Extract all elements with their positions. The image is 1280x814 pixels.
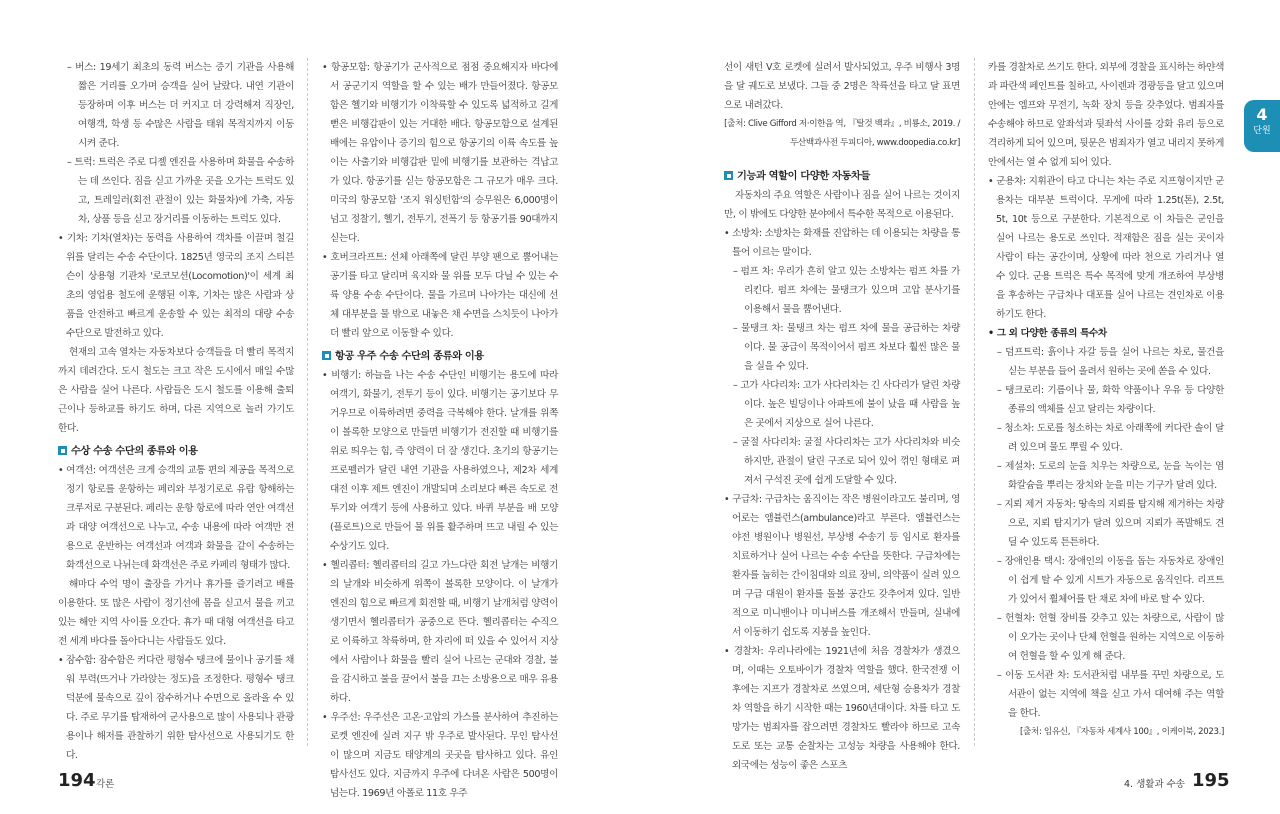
paragraph-bus: – 버스: 19세기 최초의 동력 버스는 증기 기관을 사용해 짧은 거리를 오가며 승객을 실어 날랐다. 내연 기관이 등장하며 이후 버스는 더 커지고 더 강력해져 직장인, 여행객, 학생 등 수많은 사람을 태워 목적지까지 이동시켜 준다. [67,62,294,149]
paragraph-police-car: • 경찰차: 우리나라에는 1921년에 처음 경찰차가 생겼으며, 이때는 오토바이가 경찰차 역할을 했다. 한국전쟁 이후에는 지프가 경찰차로 쓰였으며, 세단형 승용차가 경찰차 역할을 하기 시작한 때는 1960년대이다. 차를 타고 도망가는 범죄자를 잡으려면 경찰차도 빨라야 하므로 고속도로 또는 교통 순찰차는 고성능 차량을 사용해야 한다. 외국에는 성능이 좋은 스포츠 [724,646,960,771]
chapter-tab [1244,100,1280,152]
chapter-number: 4 [1256,105,1268,124]
heading-marker-icon [58,446,67,455]
chapter-label: 단원 [1253,126,1271,136]
column-divider [974,58,975,746]
source-citation-1: [출처: Clive Gifford 저·이한음 역, 『탈것 백과』, 비룡소, 2019. / 두산백과사전 두피디아, www.doopedia.co.kr] [724,119,960,148]
paragraph-apollo: 선이 새턴 V호 로켓에 실려서 발사되었고, 우주 비행사 3명을 달 궤도로 보냈다. 그들 중 2명은 착륙선을 타고 달 표면으로 내려갔다. [724,62,960,111]
section-heading-aerospace: 항공 우주 수송 수단의 종류와 이용 [322,347,558,366]
paragraph-spacecraft: • 우주선: 우주선은 고온·고압의 가스를 분사하여 추진하는 로켓 엔진에 실려 지구 밖 우주로 발사된다. 무인 탐사선이 많으며 지금도 태양계의 곳곳을 탐사하고 있다. 유인 탐사선도 있다. 지금까지 우주에 다녀온 사람은 500명이 넘는다. 1969년 아폴로 11호 우주 [322,712,558,799]
section-heading-vehicles: 기능과 역할이 다양한 자동차들 [724,167,960,186]
right-page-column-1 [724,58,960,775]
paragraph-blood-donation-bus: – 헌혈차: 헌혈 장비를 갖추고 있는 차량으로, 사람이 많이 오가는 곳이나 단체 헌혈을 원하는 지역으로 이동하여 헌혈을 할 수 있게 해 준다. [997,613,1224,662]
paragraph-police-car-2: 카를 경찰차로 쓰기도 한다. 외부에 경찰을 표시하는 하얀색과 파란색 페인트를 칠하고, 사이렌과 경광등을 달고 있으며 안에는 엠프와 무전기, 녹화 장치 등을 갖추었다. 범죄자를 수송해야 하므로 앞좌석과 뒷좌석 사이를 강화 유리 등으로 격리하게 되어 있으며, 뒷문은 범죄자가 열고 내리지 못하게 안에서는 열 수 없게 되어 있다. [988,62,1224,168]
paragraph-articulated-ladder: – 굴절 사다리차: 굴절 사다리차는 고가 사다리차와 비슷하지만, 관절이 달린 구조로 되어 있어 꺾인 형태로 펴져서 구석진 곳에 쉽게 도달할 수 있다. [733,437,960,486]
paragraph-train: • 기차: 기차(열차)는 동력을 사용하여 객차를 이끌며 철길 위를 달리는 수송 수단이다. 1825년 영국의 조지 스티븐슨이 상용형 기관차 '로코모션(Locomotion)'이 세계 최초의 영업용 철도에 운행된 이후, 기차는 많은 사람과 상품을 안전하고 빠르게 운송할 수 있는 최적의 대량 수송 수단으로 발전하고 있다. [58,233,294,339]
paragraph-mine-clearing: – 지뢰 제거 자동차: 땅속의 지뢰를 탐지해 제거하는 차량으로, 지뢰 탐지기가 달려 있으며 지뢰가 폭발해도 견딜 수 있도록 튼튼하다. [997,499,1224,548]
paragraph-train-2: 현재의 고속 열차는 자동차보다 승객들을 더 빨리 목적지까지 데려간다. 도시 철도는 크고 작은 도시에서 매일 수많은 사람을 실어 나른다. 사람들은 도시 철도를 이용해 출퇴근이나 등하교를 하기도 하며, 다른 지역으로 놀러 가기도 한다. [58,347,294,434]
source-citation-2: [출처: 임유신, 『자동차 세계사 100』, 이케이북, 2023.] [1020,727,1224,737]
paragraph-passenger-ship: • 여객선: 여객선은 크게 승객의 교통 편의 제공을 목적으로 정기 항로를 운항하는 페리와 부정기로로 유람 항해하는 크루저로 구분된다. 페리는 운항 항로에 따라 연안 여객선과 대양 여객선으로 나누고, 수송 내용에 따라 여객만 전용으로 운반하는 여객선과 여객과 화물을 같이 수송하는 화객선으로 나뉘는데 화객선은 주로 카페리 형태가 많다. [58,465,294,571]
paragraph-airplane: • 비행기: 하늘을 나는 수송 수단인 비행기는 용도에 따라 여객기, 화물기, 전투기 등이 있다. 비행기는 공기보다 무거우므로 이륙하려면 중력을 극복해야 한다. 날개를 위쪽이 볼록한 모양으로 만들면 비행기가 전진할 때 비행기를 위로 띄우는 힘, 즉 양력이 더 잘 생긴다. 초기의 항공기는 프로펠러가 달린 내연 기관을 사용하였으나, 제2차 세계대전 이후 제트 엔진이 개발되며 소리보다 빠른 속도로 전투기와 여객기 등에 사용하고 있다. 바퀴 부분을 배 모양(플로트)으로 만들어 물 위를 활주하며 뜨고 내릴 수 있는 수상기도 있다. [322,370,558,552]
paragraph-ambulance: • 구급차: 구급차는 움직이는 작은 병원이라고도 불리며, 영어로는 앰뷸런스(ambulance)라고 부른다. 앰뷸런스는 야전 병원이나 병원선, 부상병 수송기 등 임시로 환자를 치료하거나 실어 나르는 수송 수단을 뜻한다. 구급차에는 환자를 눕히는 간이침대와 의료 장비, 의약품이 실려 있으며 구급 대원이 환자를 돌볼 공간도 갖추어져 있다. 일반적으로 미니밴이나 미니버스를 개조해서 만들며, 실내에서 이동하기 쉽도록 지붕을 높인다. [724,494,960,638]
paragraph-mobile-library: – 이동 도서관 차: 도서관처럼 내부를 꾸민 차량으로, 도서관이 없는 지역에 책을 싣고 가서 대여해 주는 역할을 한다. [997,670,1224,719]
left-page-number: 194 [58,770,96,791]
paragraph-hovercraft: • 호버크라프트: 선체 아래쪽에 달린 부양 팬으로 뿜어내는 공기를 타고 달리며 육지와 물 위를 모두 다닐 수 있는 수륙 양용 수송 수단이다. 물을 가르며 나아가는 대신에 선체 대부분을 물 밖으로 내놓은 채 수면을 스치듯이 나아가 더 빨리 앞으로 이동할 수 있다. [322,252,558,339]
paragraph-tank-lorry: – 탱크로리: 기름이나 물, 화학 약품이나 우유 등 다양한 종류의 액체를 싣고 달리는 차량이다. [997,385,1224,415]
right-page-label: 4. 생활과 수송 [1124,779,1185,790]
paragraph-special-vehicles-title: • 그 외 다양한 종류의 특수차 [988,328,1107,339]
right-page-column-2 [988,58,1224,742]
paragraph-vehicles-intro: 자동차의 주요 역할은 사람이나 짐을 실어 나르는 것이지만, 이 밖에도 다양한 분야에서 특수한 목적으로 이용된다. [724,190,960,220]
left-page-label: 각론 [96,779,115,790]
right-page-number: 195 [1192,770,1230,791]
paragraph-water-tank-truck: – 물탱크 차: 물탱크 차는 펌프 차에 물을 공급하는 차량이다. 물 공급이 목적이어서 펌프 차보다 훨씬 많은 물을 실을 수 있다. [733,323,960,372]
paragraph-fire-truck: • 소방차: 소방차는 화재를 진압하는 데 이용되는 차량을 통틀어 이르는 말이다. [724,228,960,258]
paragraph-military-vehicle: • 군용차: 지휘관이 타고 다니는 차는 주로 지프형이지만 군용차는 대부분 트럭이다. 무게에 따라 1.25t(톤), 2.5t, 5t, 10t 등으로 구분한다. 기본적으로 이 차들은 군인을 실어 나르는 용도로 쓰인다. 적재함은 짐을 실는 곳이자 사람이 타는 공간이며, 상황에 따라 천으로 가리거나 열 수 있다. 군용 트럭은 특수 목적에 맞게 개조하여 부상병을 후송하는 구급차나 대포를 실어 나르는 견인차로 이용하기도 한다. [988,176,1224,320]
paragraph-helicopter: • 헬리콥터: 헬리콥터의 길고 가느다란 회전 날개는 비행기의 날개와 비슷하게 위쪽이 볼록한 모양이다. 이 날개가 엔진의 힘으로 빠르게 회전할 때, 비행기 날개처럼 양력이 생기면서 헬리콥터가 공중으로 뜬다. 헬리콥터는 수직으로 이륙하고 착륙하며, 한 자리에 떠 있을 수 있어서 지상에서 사람이나 화물을 빨리 실어 나르는 군대와 경찰, 불을 감시하고 불을 끌어서 불을 끄는 소방용으로 매우 유용하다. [322,560,558,704]
paragraph-passenger-ship-2: 해마다 수억 명이 출장을 가거나 휴가를 즐기려고 배를 이용한다. 또 많은 사람이 정기선에 몸을 싣고서 물을 끼고 있는 해안 지역 사이를 오간다. 휴가 때 대형 여객선을 타고 전 세계 바다를 돌아다니는 사람들도 있다. [58,579,294,647]
heading-marker-icon [322,351,331,360]
paragraph-submarine: • 잠수함: 잠수함은 커다란 평형수 탱크에 물이나 공기를 채워 부력(뜨거나 가라앉는 정도)을 조정한다. 평형수 탱크 덕분에 물속으로 깊이 잠수하거나 수면으로 올라올 수 있다. 주로 무기를 탑재하여 군사용으로 많이 사용되나 관광용이나 해저를 관찰하기 위한 탐사선으로 사용되기도 한다. [58,655,294,761]
paragraph-truck: – 트럭: 트럭은 주로 디젤 엔진을 사용하며 화물을 수송하는 데 쓰인다. 짐을 싣고 가까운 곳을 오가는 트럭도 있고, 트레일러(회전 관절이 있는 화물차)에 가축, 자동차, 상품 등을 싣고 장거리를 이동하는 트럭도 있다. [67,157,294,225]
paragraph-ladder-truck: – 고가 사다리차: 고가 사다리차는 긴 사다리가 달린 차량이다. 높은 빌딩이나 아파트에 불이 났을 때 사람을 높은 곳에서 지상으로 실어 나른다. [733,380,960,429]
paragraph-street-sweeper: – 청소차: 도로를 청소하는 차로 아래쪽에 커다란 솔이 달려 있으며 물도 뿌릴 수 있다. [997,423,1224,453]
paragraph-snow-plow: – 제설차: 도로의 눈을 치우는 차량으로, 눈을 녹이는 염화칼슘을 뿌리는 장치와 눈을 미는 기구가 달려 있다. [997,461,1224,491]
section-heading-water: 수상 수송 수단의 종류와 이용 [58,442,294,461]
paragraph-accessible-taxi: – 장애인용 택시: 장애인의 이동을 돕는 자동차로 장애인이 쉽게 탈 수 있게 시트가 자동으로 움직인다. 리프트가 있어서 휠체어를 탄 채로 차에 바로 탈 수 있다. [997,556,1224,605]
paragraph-pump-truck: – 펌프 차: 우리가 흔히 알고 있는 소방차는 펌프 차를 가리킨다. 펌프 차에는 물탱크가 있으며 고압 분사기를 이용해서 물을 뿜어낸다. [733,266,960,315]
column-divider [307,58,308,746]
margin-area [1244,0,1280,100]
paragraph-dump-truck: – 덤프트럭: 흙이나 자갈 등을 실어 나르는 차로, 물건을 싣는 부분을 들어 올려서 원하는 곳에 쏟을 수 있다. [997,347,1224,377]
heading-marker-icon [724,171,733,180]
paragraph-aircraft-carrier: • 항공모함: 항공기가 군사적으로 점점 중요해지자 바다에서 공군기지 역할을 할 수 있는 배가 만들어졌다. 항공모함은 헬기와 비행기가 이착륙할 수 있도록 넓적하고 길게 뻗은 비행갑판이 있는 거대한 배다. 항공모함으로 설계된 배에는 유압이나 증기의 힘으로 항공기의 이륙 속도를 높이는 사출기와 비행갑판 밑에 비행기를 보관하는 격납고가 있다. 항공기를 싣는 항공모함은 그 규모가 매우 크다. 미국의 항공모함 '조지 워싱턴함'의 승무원은 6,000명이 넘고 정찰기, 헬기, 전투기, 전폭기 등 항공기를 90대까지 싣는다. [322,62,558,244]
left-page-column-1 [58,58,294,765]
left-page-column-2 [322,58,558,803]
